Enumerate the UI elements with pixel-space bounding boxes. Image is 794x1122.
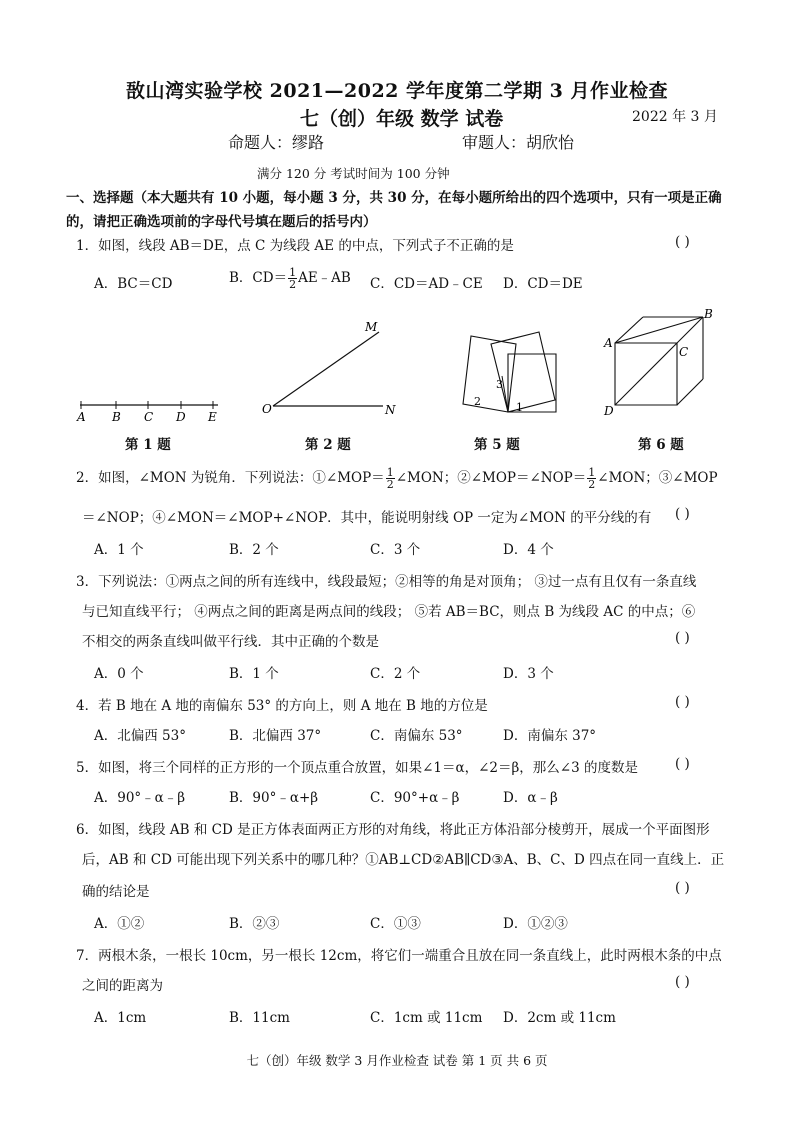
q3-option-d[interactable]: D．3 个 [503,666,554,682]
cube-edge-bottom-right [677,379,703,405]
q3-option-c[interactable]: C．2 个 [370,666,421,682]
angle-1-label: 1 [516,401,523,414]
q6-option-a[interactable]: A．①② [94,916,145,932]
q1-b-num: 1 [289,266,297,279]
figure-6-cube [600,306,720,418]
q1-answer-bracket[interactable]: ( ) [675,234,690,250]
q2-fraction-2 [587,467,596,490]
q6-option-b[interactable]: B．②③ [229,916,280,932]
q6-answer-bracket[interactable]: ( ) [675,880,690,896]
figure-1-caption: 第 1 题 [125,437,171,453]
q6-option-c[interactable]: C．①③ [370,916,421,932]
exam-date: 2022 年 3 月 [632,109,718,125]
q2-line2: ＝∠NOP；④∠MON＝∠MOP+∠NOP．其中，能说明射线 OP 一定为∠MON 的平分线的有 [82,510,652,526]
label-b: B [112,410,121,424]
figure-2-caption: 第 2 题 [305,437,351,453]
q6-line1: 6．如图，线段 AB 和 CD 是正方体表面两正方形的对角线，将此正方体沿部分棱剪开，展成一个平面图形 [76,822,710,838]
q2-answer-bracket[interactable]: ( ) [675,506,690,522]
label-d: D [604,404,614,418]
q4-option-d[interactable]: D．南偏东 37° [503,728,597,744]
q3-option-b[interactable]: B．1 个 [229,666,279,682]
q2-part1: 2．如图，∠MON 为锐角．下列说法：①∠MOP＝ [76,470,385,486]
q2-part2: ∠MON；②∠MOP＝∠NOP＝ [395,470,587,486]
section-heading: 一、选择题（本大题共有 10 小题，每小题 3 分，共 30 分，在每小题所给出的四个选项中，只有一项是正确的，请把正确选项前的字母代号填在题后的括号内） [66,190,722,230]
exam-meta: 满分 120 分 考试时间为 100 分钟 [257,166,450,181]
label-b: B [704,307,713,321]
label-o: O [262,402,272,416]
label-d: D [176,410,186,424]
label-a: A [77,410,86,424]
figure-1-segment [70,395,230,425]
q5-option-a[interactable]: A．90°﹣α﹣β [94,790,186,806]
q6-line3: 确的结论是 [82,884,150,900]
label-c: C [679,345,689,359]
q3-answer-bracket[interactable]: ( ) [675,630,690,646]
q4-option-c[interactable]: C．南偏东 53° [370,728,463,744]
diagonal-cd [615,343,677,405]
q3-option-a[interactable]: A．0 个 [94,666,144,682]
q7-answer-bracket[interactable]: ( ) [675,974,690,990]
page-footer: 七（创）年级 数学 3 月作业检查 试卷 第 1 页 共 6 页 [246,1053,548,1068]
label-a: A [604,336,613,350]
q5-option-b[interactable]: B．90°﹣α+β [229,790,319,806]
q2-frac2-den: 2 [588,478,596,491]
q1-b-suffix: AE﹣AB [298,270,351,286]
reviewer: 审题人：胡欣怡 [462,133,575,152]
q1-option-a[interactable]: A．BC＝CD [94,276,173,292]
angle-3-label: 3 [496,378,503,391]
angle-2-label: 2 [474,395,481,408]
q1-b-prefix: B．CD＝ [229,270,288,286]
q2-fraction-1 [386,467,395,490]
q1-b-fraction [288,267,297,290]
q2-option-d[interactable]: D．4 个 [503,542,554,558]
q2-option-b[interactable]: B．2 个 [229,542,279,558]
q4-answer-bracket[interactable]: ( ) [675,694,690,710]
q1-stem: 1．如图，线段 AB＝DE，点 C 为线段 AE 的中点，下列式子不正确的是 [76,238,514,254]
label-e: E [208,410,217,424]
q5-stem: 5．如图，将三个同样的正方形的一个顶点重合放置，如果∠1＝α，∠2＝β，那么∠3 的度数是 [76,760,639,776]
q1-b-den: 2 [289,278,297,291]
q7-line1: 7．两根木条，一根长 10cm，另一根长 12cm，将它们一端重合且放在同一条直线上，此时两根木条的中点 [76,948,722,964]
q4-option-a[interactable]: A．北偏西 53° [94,728,186,744]
q5-answer-bracket[interactable]: ( ) [675,756,690,772]
figure-5-squares [436,328,566,420]
q6-option-d[interactable]: D．①②③ [503,916,568,932]
label-n: N [385,403,396,417]
exam-subtitle: 七（创）年级 数学 试卷 [300,108,504,130]
author: 命题人：缪路 [228,133,325,152]
q4-stem: 4．若 B 地在 A 地的南偏东 53° 的方向上，则 A 地在 B 地的方位是 [76,698,488,714]
q6-line2: 后，AB 和 CD 可能出现下列关系中的哪几种？①AB⊥CD②AB∥CD③A、B、C、D 四点在同一直线上．正 [82,852,725,868]
q3-line3: 不相交的两条直线叫做平行线．其中正确的个数是 [82,634,379,650]
q2-part3: ∠MON；③∠MOP [597,470,718,486]
q1-option-b[interactable] [229,266,351,290]
figure-2-angle [255,316,405,421]
q7-option-a[interactable]: A．1cm [94,1010,147,1026]
q2-frac1-num: 1 [386,466,394,479]
q2-option-a[interactable]: A．1 个 [94,542,144,558]
square-tilted-right [491,332,555,412]
q7-option-c[interactable]: C．1cm 或 11cm [370,1010,483,1026]
label-m: M [365,320,378,334]
figure-6-caption: 第 6 题 [638,437,684,453]
q1-option-c[interactable]: C．CD＝AD﹣CE [370,276,483,292]
ray-om [273,332,379,406]
q7-line2: 之间的距离为 [82,978,163,994]
q2-line1 [76,466,718,490]
q4-option-b[interactable]: B．北偏西 37° [229,728,322,744]
q5-option-d[interactable]: D．α﹣β [503,790,558,806]
q2-option-c[interactable]: C．3 个 [370,542,421,558]
figure-5-caption: 第 5 题 [474,437,520,453]
q3-line2: 与已知直线平行； ④两点之间的距离是两点间的线段； ⑤若 AB＝BC，则点 B 为线段 AC 的中点；⑥ [82,604,696,620]
q3-line1: 3．下列说法：①两点之间的所有连线中，线段最短；②相等的角是对顶角； ③过一点有且仅有一条直线 [76,574,697,590]
q2-frac1-den: 2 [386,478,394,491]
label-c: C [144,410,154,424]
q7-option-b[interactable]: B．11cm [229,1010,290,1026]
q1-option-d[interactable]: D．CD＝DE [503,276,583,292]
exam-title: 敔山湾实验学校 2021—2022 学年度第二学期 3 月作业检查 [126,80,668,102]
q7-option-d[interactable]: D．2cm 或 11cm [503,1010,616,1026]
q2-frac2-num: 1 [588,466,596,479]
q5-option-c[interactable]: C．90°+α﹣β [370,790,460,806]
